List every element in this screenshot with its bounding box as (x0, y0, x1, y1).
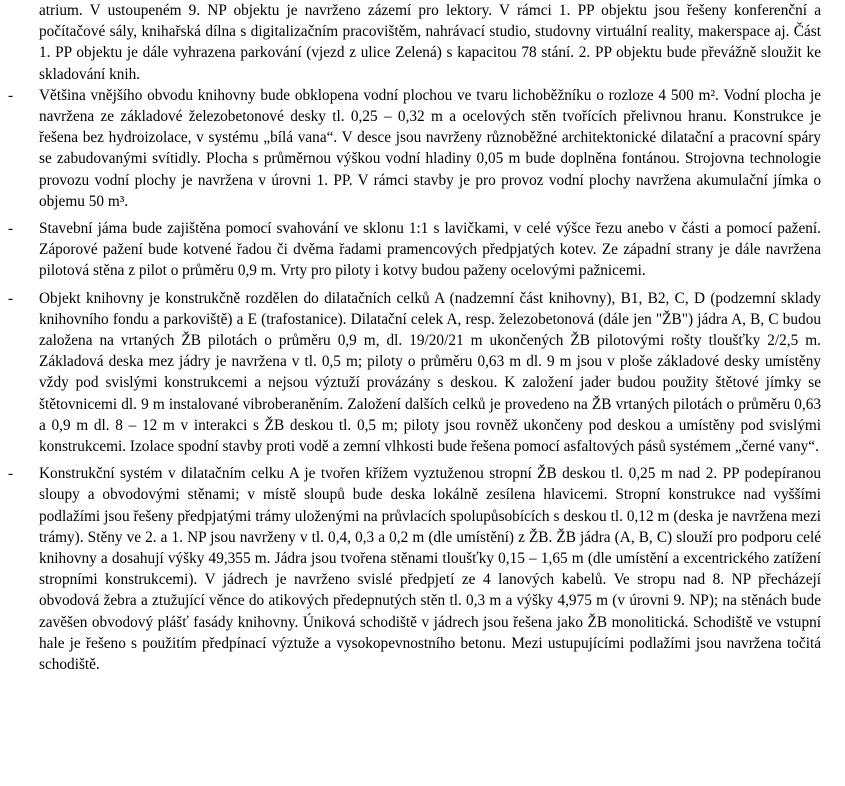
list-item (8, 218, 821, 282)
list-item (8, 288, 821, 458)
list-item-text: Stavební jáma bude zajištěna pomocí svahování ve sklonu 1:1 s lavičkami, v celé výšce řezu anebo v části a pomocí pažení. Záporové pažení bude kotvené řadou či dvěma řadami pramencových předpjatých kotev. Ze západní strany je dále navržena pilotová stěna z pilot o průměru 0,9 m. Vrty pro piloty i kotvy budou paženy ocelovými pažnicemi. (39, 220, 821, 280)
list-bullet: - (8, 220, 14, 238)
list-item-text: Většina vnějšího obvodu knihovny bude obklopena vodní plochou ve tvaru lichoběžníku o rozloze 4 500 m². Vodní plocha je navržena ze základové železobetonové desky tl. 0,25 – 0,32 m a ocelových stěn tvořících přelivnou hranu. Konstrukce je řešena bez hydroizolace, v systému „bílá vana“. V desce jsou navrženy různoběžné architektonické dilatační a pracovní spáry se zabudovanými svítidly. Plocha s průměrnou výškou vodní hladiny 0,05 m bude doplněna fontánou. Strojovna technologie provozu vodní plochy je navržena v úrovni 1. PP. V rámci stavby je pro provoz vodní plochy navržena akumulační jímka o objemu 50 m³. (39, 86, 821, 210)
list-item (8, 85, 821, 212)
list-item (8, 463, 821, 675)
list-bullet: - (8, 86, 14, 104)
list-item-text: Objekt knihovny je konstrukčně rozdělen do dilatačních celků A (nadzemní část knihovny), B1, B2, C, D (podzemní sklady knihovního fondu a parkoviště) a E (trafostanice). Dilatační celek A, resp. železobetonová (dále jen "ŽB") jádra A, B, C budou založena na vrtaných ŽB pilotách o průměru 0,9 m, dl. 19/20/21 m ukončených ŽB pilotovými rošty tloušťky 2/2,5 m. Základová deska mez jádry je navržena v tl. 0,5 m; piloty o průměru 0,63 m dl. 9 m jsou v ploše základové desky umístěny vždy pod svislými konstrukcemi a nejsou výztuží provázány s deskou. K založení jader budou použity štětové jímky se štětovnicemi dl. 9 m instalované vibroberaněním. Založení dalších celků je provedeno na ŽB vrtaných pilotách o průměru 0,63 a 0,9 m dl. 8 – 12 m v interakci s ŽB deskou tl. 0,5 m; piloty jsou rovněž ukončeny pod deskou a umístěny pod svislými konstrukcemi. Izolace spodní stavby proti vodě a zemní vlhkosti bude řešena pomocí asfaltových pásů systémem „černé vany“. (39, 289, 821, 456)
list-bullet: - (8, 465, 14, 483)
intro-paragraph: atrium. V ustoupeném 9. NP objektu je navrženo zázemí pro lektory. V rámci 1. PP objektu jsou řešeny konferenční a počítačové sály, knihařská dílna s digitalizačním pracovištěm, nahrávací studio, studovny virtuální reality, makerspace aj. Část 1. PP objektu je dále vyhrazena parkování (vjezd z ulice Zelená) s kapacitou 78 stání. 2. PP objektu bude převážně sloužit ke skladování knih. (39, 2, 821, 83)
list-bullet: - (8, 289, 14, 307)
list-item-text: Konstrukční systém v dilatačním celku A je tvořen křížem vyztuženou stropní ŽB deskou tl. 0,25 m nad 2. PP podepíranou sloupy a obvodovými stěnami; v místě sloupů bude deska lokálně zesílena hlavicemi. Stropní konstrukce nad vyššími podlažími jsou řešeny předpjatými trámy uloženými na průvlacích spolupůsobících s deskou tl. 0,12 m (deska je navržena mezi trámy). Stěny ve 2. a 1. NP jsou navrženy v tl. 0,4, 0,3 a 0,2 m (dle umístění) z ŽB. ŽB jádra (A, B, C) slouží pro podporu celé knihovny a dosahují výšky 49,355 m. Jádra jsou tvořena stěnami tloušťky 0,15 – 1,65 m (dle umístění a excentrického zatížení stropními konstrukcemi). V jádrech je navrženo svislé předpjetí ze 4 lanových kabelů. Ve stropu nad 8. NP přecházejí obvodová žebra a ztužující věnce do atikových předepnutých stěn tl. 0,3 m a výšky 4,975 m (v úrovni 9. NP); na stěnách bude zavěšen obvodový plášť fasády knihovny. Úniková schodiště v jádrech jsou řešena jako ŽB monolitická. Schodiště ve vstupní hale je řešeno s použitím předpínací výztuže a vysokopevnostního betonu. Mezi ustupujícími podlažími jsou navržena točitá schodiště. (39, 465, 821, 674)
